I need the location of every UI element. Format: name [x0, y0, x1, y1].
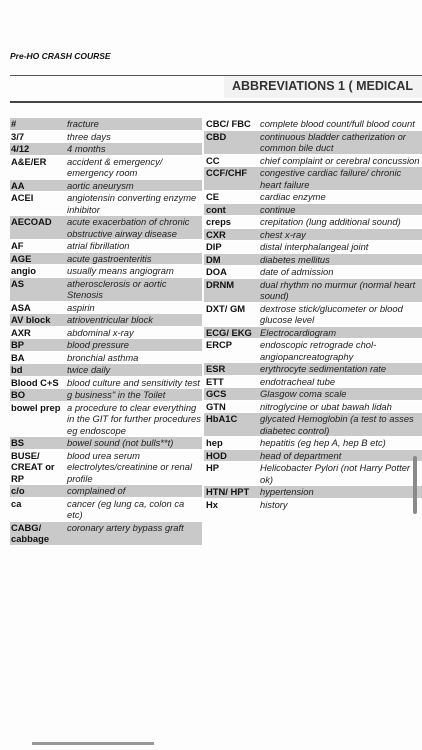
- abbreviation-meaning: aspirin: [67, 301, 95, 313]
- abbreviation-term: c/o: [11, 485, 25, 496]
- section-title: ABBREVIATIONS 1 ( MEDICAL: [232, 79, 414, 93]
- abbreviation-meaning: acute exacerbation of chronic obstructive airway disease: [67, 216, 190, 239]
- abbreviation-meaning: bronchial asthma: [67, 351, 139, 363]
- abbreviation-term: DXT/ GM: [206, 302, 246, 314]
- abbreviation-row: [10, 191, 202, 215]
- header-rule: [10, 101, 422, 103]
- abbreviation-row: [204, 265, 422, 278]
- abbreviation-row: [204, 240, 422, 253]
- abbreviation-meaning: nitroglycine or ubat bawah lidah: [260, 400, 392, 412]
- abbreviation-row: [204, 117, 422, 130]
- abbreviation-term: AXR: [11, 326, 31, 338]
- abbreviation-term: DRNM: [206, 278, 235, 290]
- abbreviation-meaning: chest x-ray: [260, 228, 306, 240]
- abbreviation-row: [10, 449, 202, 485]
- abbreviation-term: ACEI: [11, 192, 34, 203]
- abbreviation-meaning: coronary artery bypass graft: [67, 521, 184, 533]
- abbreviation-row: [10, 388, 202, 401]
- abbreviation-row: [10, 338, 202, 351]
- abbreviation-meaning: blood pressure: [67, 339, 130, 350]
- abbreviation-term: 3/7: [11, 130, 25, 142]
- abbreviation-row: [10, 313, 202, 326]
- abbreviation-meaning: a procedure to clear everything in the GIT for further procedures eg endoscope: [67, 401, 201, 436]
- abbreviation-meaning: distal interphalangeal joint: [260, 241, 369, 252]
- abbreviation-row: [10, 521, 202, 545]
- abbreviation-row: [204, 375, 422, 388]
- abbreviation-row: [204, 436, 422, 449]
- abbreviation-meaning: usually means angiogram: [67, 265, 174, 276]
- abbreviation-row: [10, 130, 202, 143]
- abbreviation-term: BO: [11, 389, 26, 400]
- abbreviation-column-right: [204, 117, 422, 510]
- abbreviation-meaning: aortic aneurysm: [67, 179, 134, 191]
- abbreviation-row: [204, 461, 422, 485]
- abbreviation-row: [204, 412, 422, 436]
- abbreviation-meaning: diabetes mellitus: [260, 253, 330, 265]
- abbreviation-column-left: [10, 117, 202, 545]
- abbreviation-meaning: fracture: [67, 118, 99, 129]
- abbreviation-meaning: head of department: [260, 449, 342, 461]
- abbreviation-term: bowel prep: [11, 401, 61, 413]
- abbreviation-term: CBC/ FBC: [206, 118, 251, 129]
- abbreviation-row: [10, 376, 202, 389]
- abbreviation-meaning: hypertension: [260, 486, 314, 497]
- abbreviation-meaning: cardiac enzyme: [260, 191, 326, 202]
- abbreviation-term: CBD: [206, 130, 227, 142]
- abbreviation-row: [204, 326, 422, 339]
- abbreviation-term: 4/12: [11, 143, 30, 154]
- abbreviation-meaning: 4 months: [67, 143, 106, 154]
- abbreviation-row: [204, 278, 422, 302]
- abbreviation-meaning: history: [260, 498, 288, 510]
- abbreviation-term: CC: [206, 154, 220, 166]
- abbreviation-row: [204, 498, 422, 511]
- abbreviation-row: [204, 215, 422, 228]
- abbreviation-term: GCS: [206, 388, 227, 399]
- abbreviation-row: [204, 253, 422, 266]
- abbreviation-term: #: [11, 118, 17, 129]
- abbreviation-meaning: glycated Hemoglobin (a test to asses diabetec control): [260, 413, 414, 436]
- abbreviation-meaning: congestive cardiac failure/ chronic heart failure: [260, 167, 402, 190]
- abbreviation-row: [10, 239, 202, 252]
- abbreviation-meaning: twice daily: [67, 364, 111, 375]
- abbreviation-meaning: bowel sound (not bulls**t): [67, 437, 174, 448]
- course-title: Pre-HO CRASH COURSE: [10, 51, 111, 61]
- abbreviation-term: ASA: [11, 301, 31, 313]
- abbreviation-meaning: complete blood count/full blood count: [260, 118, 415, 129]
- abbreviation-row: [204, 203, 422, 216]
- abbreviation-meaning: chief complaint or cerebral concussion: [260, 154, 420, 166]
- abbreviation-meaning: angiotensin converting enzyme inhibitor: [67, 192, 197, 215]
- abbreviation-term: HTN/ HPT: [206, 486, 250, 497]
- abbreviation-meaning: Glasgow coma scale: [260, 388, 347, 399]
- abbreviation-term: CE: [206, 191, 220, 202]
- abbreviation-row: [10, 179, 202, 192]
- abbreviation-meaning: endotracheal tube: [260, 375, 336, 387]
- abbreviation-row: [10, 326, 202, 339]
- abbreviation-row: [10, 484, 202, 497]
- abbreviation-meaning: accident & emergency/ emergency room: [67, 155, 163, 178]
- abbreviation-meaning: g business" in the Toilet: [67, 389, 166, 400]
- abbreviation-meaning: dual rhythm no murmur (normal heart sound): [260, 278, 416, 301]
- abbreviation-meaning: erythrocyte sedimentation rate: [260, 363, 387, 374]
- abbreviation-term: ca: [11, 497, 22, 509]
- abbreviation-row: [10, 497, 202, 521]
- abbreviation-term: A&E/ER: [11, 155, 47, 167]
- abbreviation-row: [10, 117, 202, 130]
- abbreviation-term: Blood C+S: [11, 376, 59, 388]
- abbreviation-meaning: date of admission: [260, 266, 334, 277]
- abbreviation-row: [10, 351, 202, 364]
- abbreviation-term: DOA: [206, 266, 227, 277]
- abbreviation-meaning: crepitation (lung additional sound): [260, 216, 401, 227]
- abbreviation-row: [10, 215, 202, 239]
- abbreviation-row: [204, 190, 422, 203]
- abbreviation-meaning: abdominal x-ray: [67, 326, 134, 338]
- abbreviation-term: GTN: [206, 400, 226, 412]
- abbreviation-row: [204, 166, 422, 190]
- abbreviation-meaning: hepatitis (eg hep A, hep B etc): [260, 437, 386, 448]
- abbreviation-term: DM: [206, 253, 221, 265]
- abbreviation-term: angio: [11, 265, 36, 276]
- abbreviation-row: [10, 252, 202, 265]
- abbreviation-term: bd: [11, 364, 23, 375]
- abbreviation-meaning: acute gastroenteritis: [67, 252, 152, 264]
- abbreviation-term: BS: [11, 437, 25, 448]
- abbreviation-term: AF: [11, 240, 24, 251]
- abbreviation-row: [10, 264, 202, 277]
- abbreviation-term: HOD: [206, 449, 227, 461]
- abbreviation-term: AA: [11, 179, 25, 191]
- abbreviation-term: BUSE/ CREAT or RP: [11, 449, 55, 484]
- home-indicator-bar[interactable]: [32, 742, 154, 745]
- abbreviation-term: CABG/ cabbage: [11, 521, 50, 544]
- abbreviation-meaning: Helicobacter Pylori (not Harry Potter ok): [260, 462, 411, 485]
- abbreviation-row: [204, 400, 422, 413]
- abbreviation-term: AGE: [11, 252, 32, 264]
- abbreviation-term: creps: [206, 216, 232, 227]
- abbreviation-meaning: blood culture and sensitivity test: [67, 376, 200, 388]
- abbreviation-term: ERCP: [206, 339, 233, 350]
- abbreviation-meaning: dextrose stick/glucometer or blood glucose level: [260, 302, 403, 325]
- abbreviation-row: [204, 387, 422, 400]
- abbreviation-term: BA: [11, 351, 25, 363]
- abbreviation-meaning: atrial fibrillation: [67, 240, 130, 251]
- abbreviation-term: BP: [11, 339, 25, 350]
- abbreviation-term: hep: [206, 437, 223, 448]
- abbreviation-meaning: blood urea serum electrolytes/creatinine or renal profile: [67, 449, 193, 484]
- abbreviation-row: [204, 154, 422, 167]
- abbreviation-row: [204, 338, 422, 362]
- abbreviation-term: HbA1C: [206, 413, 238, 424]
- abbreviation-row: [10, 142, 202, 155]
- abbreviation-meaning: atrioventricular block: [67, 314, 153, 325]
- abbreviation-row: [10, 277, 202, 301]
- abbreviation-row: [204, 485, 422, 498]
- abbreviation-meaning: continue: [260, 203, 296, 215]
- abbreviation-meaning: three days: [67, 130, 111, 142]
- abbreviation-term: CXR: [206, 228, 226, 240]
- abbreviation-term: AV block: [11, 314, 51, 325]
- abbreviation-row: [204, 362, 422, 375]
- abbreviation-meaning: Electrocardiogram: [260, 326, 337, 338]
- abbreviation-row: [10, 155, 202, 179]
- abbreviation-row: [10, 401, 202, 437]
- abbreviation-term: DIP: [206, 241, 222, 252]
- abbreviation-term: ESR: [206, 363, 226, 374]
- abbreviation-term: ECG/ EKG: [206, 326, 252, 338]
- scrollbar-thumb[interactable]: [413, 456, 417, 514]
- abbreviation-row: [204, 130, 422, 154]
- abbreviation-row: [204, 302, 422, 326]
- abbreviation-meaning: continuous bladder catherization or common bile duct: [260, 130, 406, 153]
- abbreviation-term: ETT: [206, 375, 224, 387]
- abbreviation-meaning: endoscopic retrograde chol-angiopancreatography: [260, 339, 377, 362]
- abbreviation-row: [10, 363, 202, 376]
- abbreviation-row: [204, 449, 422, 462]
- abbreviation-term: AS: [11, 277, 25, 289]
- abbreviation-term: AECOAD: [11, 216, 52, 227]
- abbreviation-meaning: cancer (eg lung ca, colon ca etc): [67, 497, 185, 520]
- abbreviation-term: Hx: [206, 498, 218, 510]
- abbreviation-term: HP: [206, 462, 220, 473]
- abbreviation-row: [10, 436, 202, 449]
- abbreviation-term: cont: [206, 203, 226, 215]
- abbreviation-term: CCF/CHF: [206, 167, 248, 178]
- abbreviation-meaning: atherosclerosis or aortic Stenosis: [67, 277, 167, 300]
- abbreviation-row: [204, 228, 422, 241]
- abbreviation-meaning: complained of: [67, 485, 126, 496]
- abbreviation-row: [10, 301, 202, 314]
